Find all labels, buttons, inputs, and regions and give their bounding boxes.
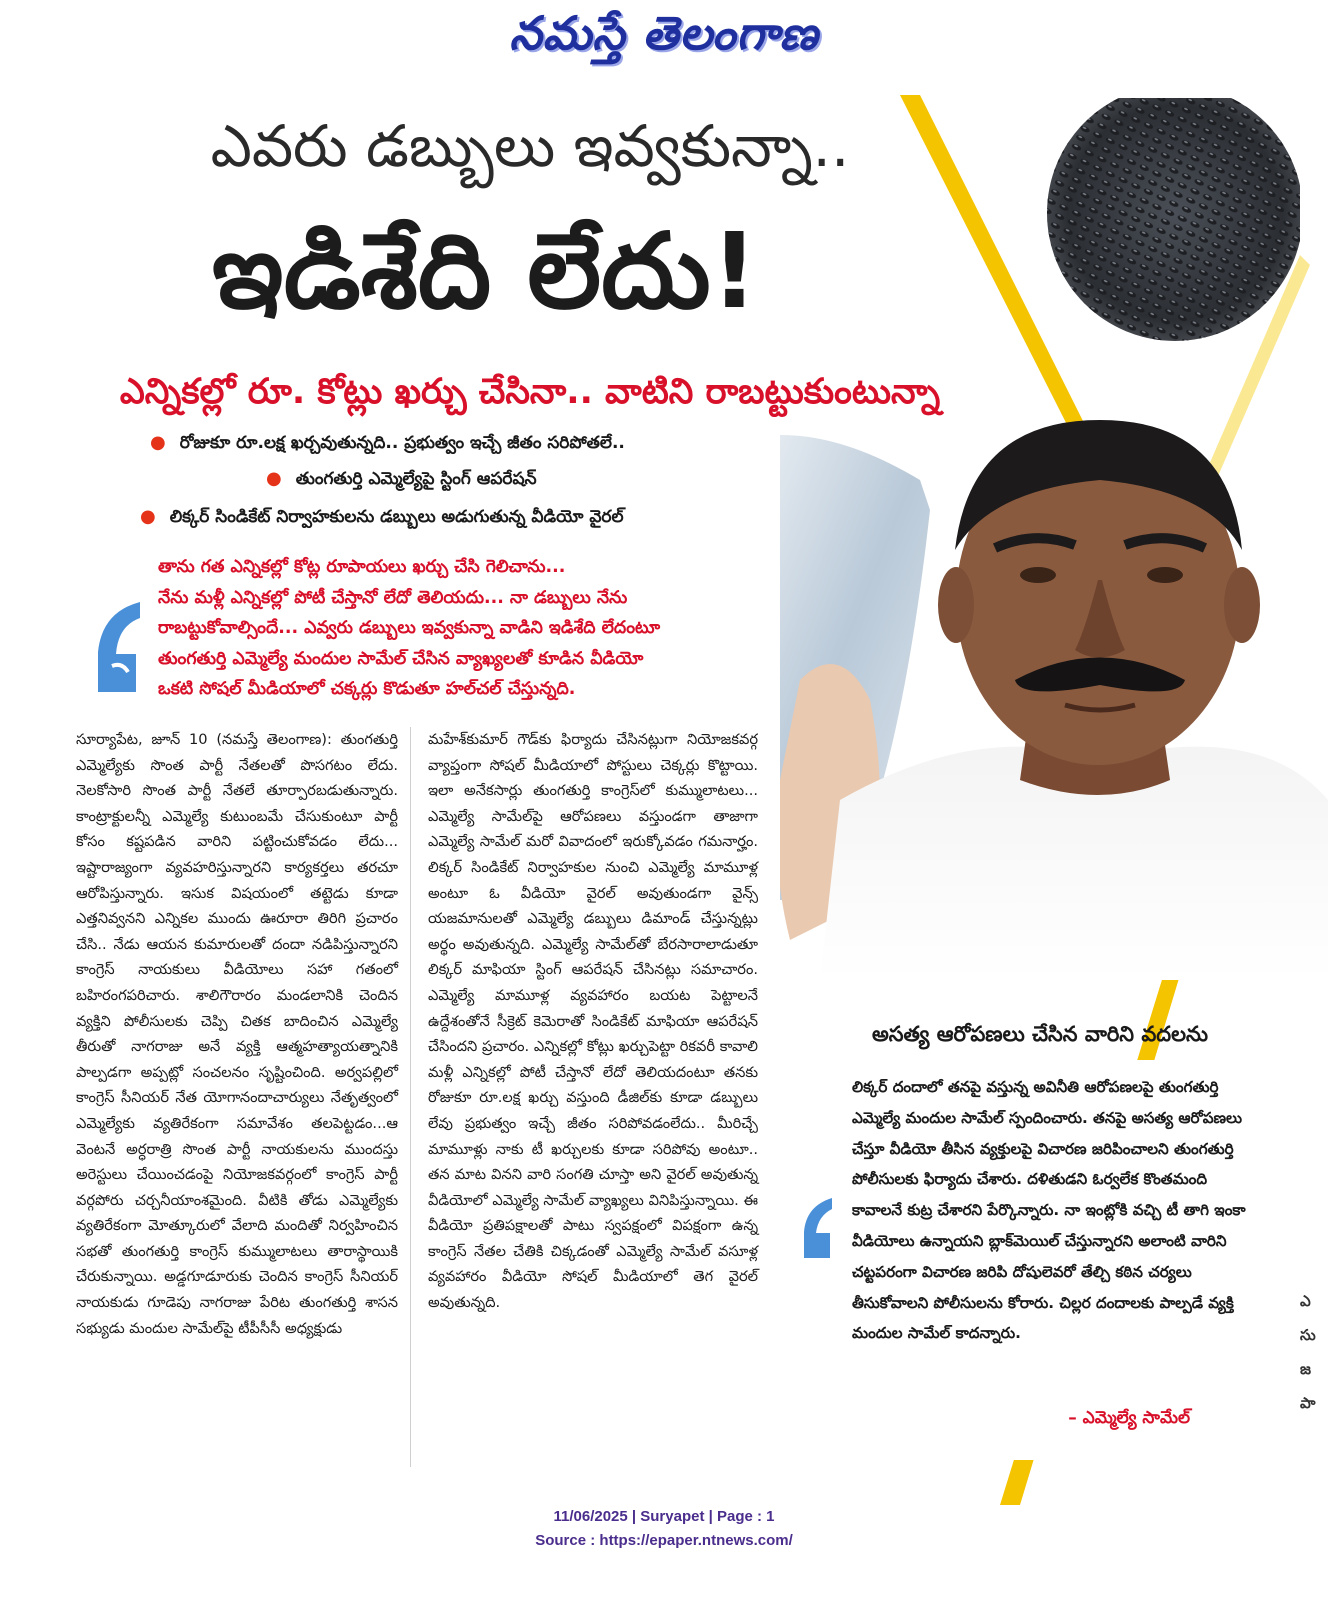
edge-text-fragment: జ: [1300, 1360, 1311, 1378]
intro-line: తుంగతుర్తి ఎమ్మెల్యే మందుల సామేల్ చేసిన వ్యాఖ్యలతో కూడిన వీడియో: [158, 648, 644, 669]
bullet-item: ● లిక్కర్ సిండికేట్ నిర్వాహకులను డబ్బులు అడుగుతున్న వీడియో వైరల్: [140, 506, 624, 527]
quote-mark-icon: [800, 1198, 834, 1258]
footer-date-page: 11/06/2025 | Suryapet | Page : 1: [553, 1508, 775, 1525]
quote-mark-icon: [92, 602, 144, 692]
intro-line: రాబట్టుకోవాల్సిందే... ఎవ్వరు డబ్బులు ఇవ్వకున్నా వాడిని ఇడిశేది లేదంటూ: [158, 618, 661, 638]
intro-line: నేను మళ్లీ ఎన్నికల్లో పోటీ చేస్తానో లేదో తెలియదు... నా డబ్బులు నేను: [158, 587, 628, 608]
sidebox-text: లిక్కర్ దందాలో తనపై వస్తున్న అవినీతి ఆరోపణలపై తుంగతుర్తి ఎమ్మెల్యే మందుల సామేల్ స్పందించారు. తనపై అసత్య ఆరోపణలు చేస్తూ వీడియో తీసిన వ్యక్తులపై విచారణ జరిపించాలని తుంగతుర్తి పోలీసులకు ఫిర్యాదు చేశారు. దళితుడని ఓర్వలేక కొంతమంది కావాలనే కుట్ర చేశారని పేర్కొన్నారు. నా ఇంట్లోకి వచ్చి టీ తాగి ఇంకా వీడియోలు ఉన్నాయని బ్లాక్‌మెయిల్ చేస్తున్నారని అలాంటి వారిని చట్టపరంగా విచారణ జరిపి దోషులెవరో తేల్చి కఠిన చర్యలు తీసుకోవాలని పోలీసులను కోరారు. చిల్లర దందాలకు పాల్పడే వ్యక్తి మందుల సామేల్ కాదన్నారు.: [852, 1078, 1246, 1343]
bullet-dot-icon: ●: [150, 432, 166, 453]
sidebox-signature: – ఎమ్మెల్యే సామేల్: [1068, 1408, 1190, 1428]
footer-source-link[interactable]: Source : https://epaper.ntnews.com/: [535, 1532, 793, 1549]
edge-text-fragment: ఎ: [1300, 1292, 1311, 1310]
edge-text-fragment: సు: [1300, 1326, 1316, 1344]
bullet-dot-icon: ●: [266, 468, 282, 489]
intro-pullquote: [158, 552, 798, 705]
seeds-photo: [1030, 98, 1300, 348]
sidebox-title: అసత్య ఆరోపణలు చేసిన వారిని వదలను: [872, 1022, 1208, 1046]
headline-line-1: ఎవరు డబ్బులు ఇవ్వకున్నా..: [210, 112, 850, 180]
article-column-1: సూర్యాపేట, జూన్ 10 (నమస్తే తెలంగాణ): తుంగతుర్తి ఎమ్మెల్యేకు సొంత పార్టీ నేతలతో పొసగటం లేదు. నెలకోసారి సొంత పార్టీ నేతలే తూర్పారబడుతున్నారు. కాంట్రాక్టులన్నీ ఎమ్మెల్యే కుటుంబమే చేసుకుంటూ పార్టీ కోసం కష్టపడిన వారిని పట్టించుకోవడం లేదు... ఇష్టారాజ్యంగా వ్యవహరిస్తున్నారని కార్యకర్తలు తరచూ ఆరోపిస్తున్నారు. ఇసుక విషయంలో తట్టెడు కూడా ఎత్తనివ్వనని ఎన్నికల ముందు ఊరూరా తిరిగి ప్రచారం చేసి.. నేడు ఆయన కుమారులతో దందా నడిపిస్తున్నారని కాంగ్రెస్ నాయకులు వీడియోలు సహా గతంలో బహిరంగపరిచారు. శాలిగౌరారం మండలానికి చెందిన వ్యక్తిని పోలీసులకు చెప్పి చితక బాదించిన ఎమ్మెల్యే తీరుతో నాగరాజు అనే వ్యక్తి ఆత్మహత్యాయత్నానికి పాల్పడగా అప్పట్లో సంచలనం సృష్టించింది. అర్వపల్లిలో కాంగ్రెస్ సీనియర్ నేత యోగానందాచార్యులు నేతృత్వంలో ఎమ్మెల్యేకు వ్యతిరేకంగా సమావేశం తలపెట్టడం...ఆ వెంటనే అర్ధరాత్రి సొంత పార్టీ నాయకులను ముందస్తు అరెస్టులు చేయించడంపై నియోజకవర్గంలో కాంగ్రెస్ పార్టీ వర్గపోరు చర్చనీయాంశమైంది. వీటికి తోడు ఎమ్మెల్యేకు వ్యతిరేకంగా మోత్కూరులో వేలాది మందితో నిర్వహించిన సభతో తుంగతుర్తి కాంగ్రెస్ కుమ్ములాటలు తారాస్థాయికి చేరుకున్నాయి. అడ్డగూడూరుకు చెందిన కాంగ్రెస్ సీనియర్ నాయకుడు గూడెపు నాగరాజు పేరిట తుంగతుర్తి శాసన సభ్యుడు మందుల సామేల్‌పై టీపీసీసీ అధ్యక్షుడు: [76, 731, 398, 1337]
bullet-item: ● రోజుకూ రూ.లక్ష ఖర్చవుతున్నది.. ప్రభుత్వం ఇచ్చే జీతం సరిపోతలే..: [150, 432, 625, 453]
column-divider: [410, 727, 411, 1467]
bullet-item: ● తుంగతుర్తి ఎమ్మెల్యేపై స్టింగ్ ఆపరేషన్: [266, 468, 537, 489]
subheadline: ఎన్నికల్లో రూ. కోట్లు ఖర్చు చేసినా.. వాటిని రాబట్టుకుంటున్నా: [119, 372, 941, 412]
bullet-dot-icon: ●: [140, 506, 156, 527]
intro-line: తాను గత ఎన్నికల్లో కోట్ల రూపాయలు ఖర్చు చేసి గెలిచాను...: [158, 557, 566, 577]
politician-photo: [780, 380, 1328, 980]
masthead-logo: నమస్తే తెలంగాణ: [509, 6, 819, 60]
edge-text-fragment: పా: [1300, 1394, 1316, 1412]
intro-line: ఒకటి సోషల్ మీడియాలో చక్కర్లు కొడుతూ హల్‌చల్ చేస్తున్నది.: [158, 679, 576, 699]
article-column-2: మహేశ్‌కుమార్ గౌడ్‌కు ఫిర్యాదు చేసినట్లుగా నియోజకవర్గ వ్యాప్తంగా సోషల్ మీడియాలో పోస్టులు చెక్కర్లు కొట్టాయి. ఇలా అనేకసార్లు తుంగతుర్తి కాంగ్రెస్‌లో కుమ్ములాటలు... ఎమ్మెల్యే సామేల్‌పై ఆరోపణలు వస్తుండగా తాజాగా ఎమ్మెల్యే సామేల్ మరో వివాదంలో ఇరుక్కోవడం గమనార్హం. లిక్కర్ సిండికేట్ నిర్వాహకుల నుంచి ఎమ్మెల్యే మామూళ్ల అంటూ ఓ వీడియో వైరల్ అవుతుండగా వైన్స్ యజమానులతో ఎమ్మెల్యే డబ్బులు డిమాండ్ చేస్తున్నట్లు అర్థం అవుతున్నది. ఎమ్మెల్యే సామేల్‌తో బేరసారాలాడుతూ లిక్కర్ మాఫియా స్టింగ్ ఆపరేషన్ చేసినట్లు సమాచారం. ఎమ్మెల్యే మామూళ్ల వ్యవహారం బయట పెట్టాలనే ఉద్దేశంతోనే సీక్రెట్ కెమెరాతో సిండికేట్ మాఫియా ఆపరేషన్ చేసిందని ప్రచారం. ఎన్నికల్లో కోట్లు ఖర్చుపెట్టా రికవరీ కావాలి మళ్లీ ఎన్నికల్లో పోటీ చేస్తానో లేదో తెలియదంటూ తనకు రోజుకూ రూ.లక్ష ఖర్చు వస్తుంది డీజిల్‌కు కూడా డబ్బులు లేవు ప్రభుత్వం ఇచ్చే జీతం సరిపోవడంలేదు.. మీరిచ్చే మామూళ్లు నాకు టీ ఖర్చులకు కూడా సరిపోవు అంటూ.. తన మాట వినని వారి సంగతి చూస్తా అని వైరల్ అవుతున్న వీడియోలో ఎమ్మెల్యే సామేల్ వ్యాఖ్యలు వినిపిస్తున్నాయి. ఈ వీడియో ప్రతిపక్షాలతో పాటు స్వపక్షంలో విపక్షంగా ఉన్న కాంగ్రెస్ నేతల చేతికి చిక్కడంతో ఎమ్మెల్యే సామేల్ వసూళ్ల వ్యవహారం వీడియో సోషల్ మీడియాలో తెగ వైరల్ అవుతున్నది.: [428, 731, 758, 1312]
headline-line-2: ఇడిశేది లేదు!: [211, 210, 759, 332]
